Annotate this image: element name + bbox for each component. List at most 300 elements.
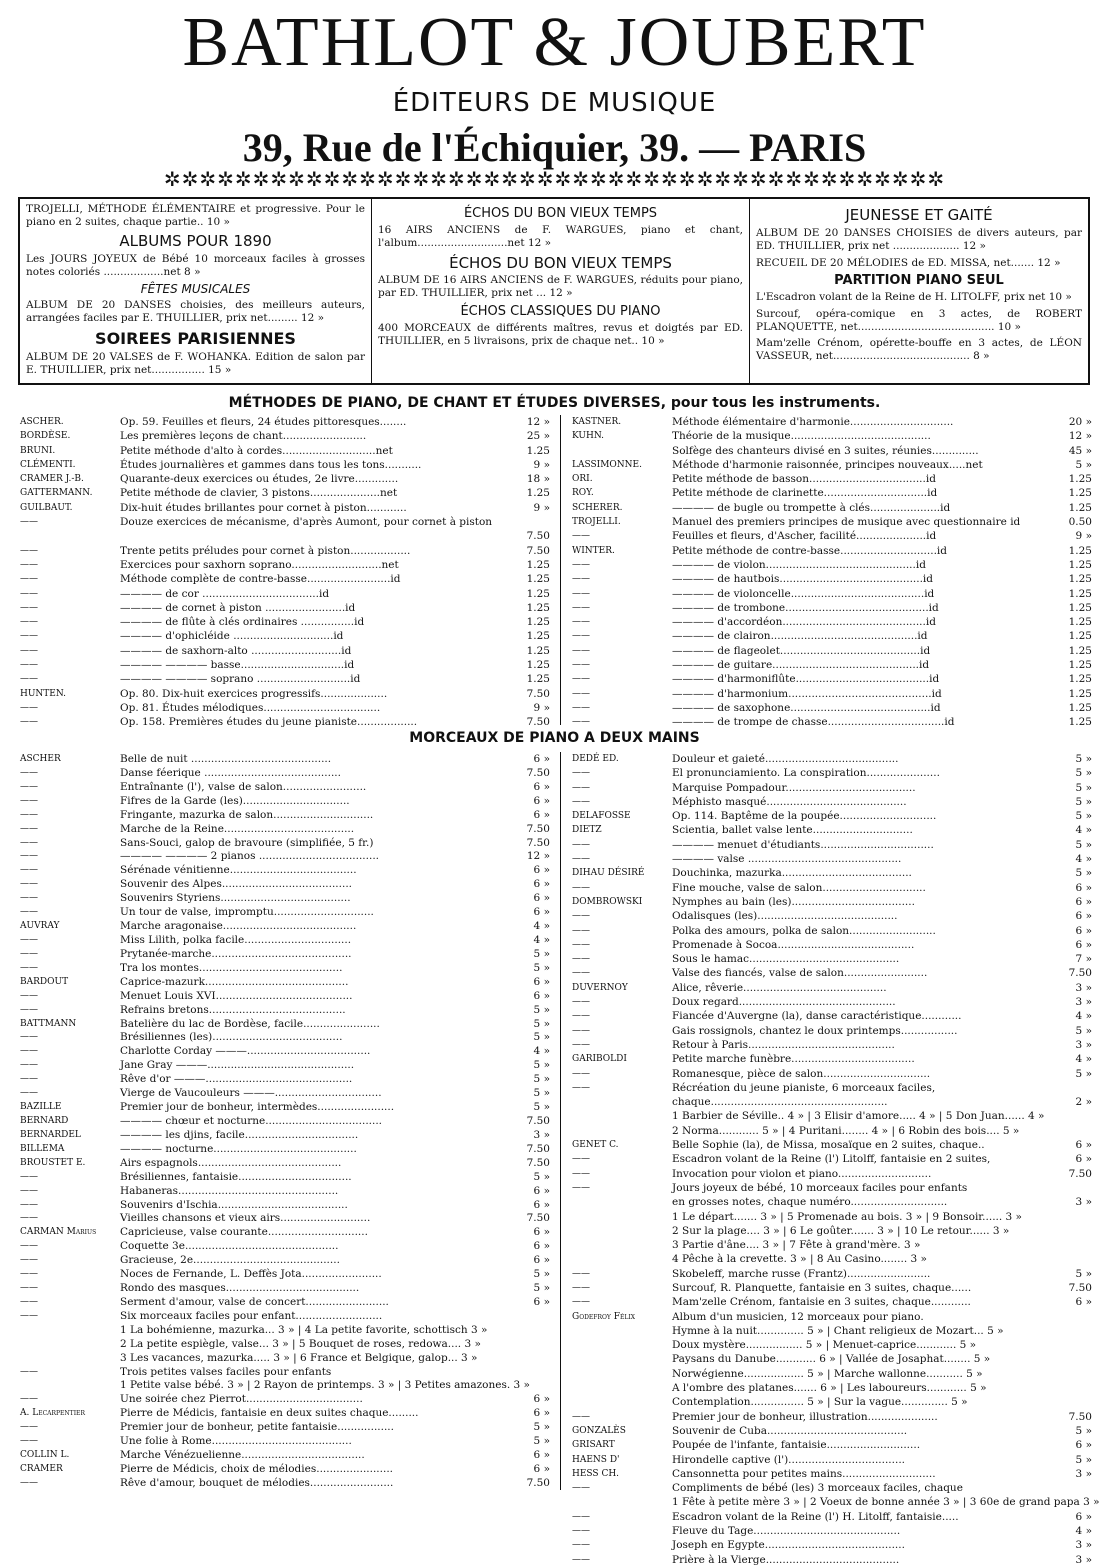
catalog-row [572,823,1092,837]
work-title: Charlotte Corday ———..................................... [120,1045,371,1058]
catalog-row [20,1281,550,1295]
composer-name: ASCHER [20,754,61,764]
catalog-row [20,933,550,947]
work-title: ———— chœur et nocturne................................... [120,1114,383,1127]
work-title: Souvenirs d'Ischia....................................... [120,1198,348,1211]
price: 4 » [1075,853,1092,866]
composer-name: —— [20,1004,38,1015]
composer-name: —— [20,517,38,528]
catalog-row [572,715,1092,729]
catalog-row [20,429,550,443]
composer-name: —— [572,1526,590,1537]
price: 6 » [1075,1139,1092,1152]
work-title: ———— de clairon............................................id [672,630,928,643]
composer-name: —— [572,1268,590,1279]
catalog-row [20,1044,550,1058]
work-title: ———— les djins, facile.................................. [120,1128,359,1141]
price: 18 » [526,473,550,486]
work-title: Promenade à Socoa......................................... [672,938,915,951]
work-title: 2 La petite espiègle, valse... 3 » | 5 Bouquet de roses, redowa.... 3 » [120,1337,481,1350]
price: 5 » [533,961,550,974]
catalog-row [20,1337,550,1351]
composer-name: —— [20,1088,38,1099]
composer-name: —— [20,851,38,862]
catalog-row [20,989,550,1003]
work-title: Op. 158. Premières études du jeune pianiste.................. [120,716,418,729]
price: 3 » [1075,1038,1092,1051]
work-title: Fine mouche, valse de salon............................... [672,881,926,894]
composer-name: DIETZ [572,825,602,836]
work-title: Op. 81. Études mélodiques................................... [120,701,381,714]
work-title: Alice, rêverie........................................... [672,981,887,994]
composer-name: —— [572,968,590,979]
composer-name: —— [572,782,590,793]
price: 25 » [526,430,550,443]
composer-name: —— [20,879,38,890]
work-title: ———— de saxophone..........................................id [672,701,941,714]
work-title: Habaneras................................................ [120,1184,339,1197]
composer-name: —— [20,1310,38,1321]
work-title: Surcouf, R. Planquette, fantaisie en 3 suites, chaque...... [672,1281,972,1294]
work-title: ———— d'ophicléide ..............................id [120,630,344,643]
catalog-row [572,458,1092,472]
composer-name: GATTERMANN. [20,488,93,499]
work-title: ———— ———— 2 pianos .................................... [120,850,379,863]
catalog-row [20,766,550,780]
work-title: Prytanée-marche.......................................... [120,947,352,960]
work-title: Théorie de la musique.......................................... [672,430,931,443]
catalog-row [572,1367,1092,1381]
work-title: Fringante, mazurka de salon.............................. [120,808,374,821]
price: 1.25 [526,630,550,643]
catalog-row [572,1438,1092,1452]
catalog-row [20,1420,550,1434]
soirees-parisiennes-entry: ALBUM DE 20 VALSES de F. WOHANKA. Edition de salon par E. THUILLIER, prix net................ 15 » [26,350,365,376]
composer-name: —— [20,1296,38,1307]
work-title: Premier jour de bonheur, illustration..................... [672,1410,938,1423]
catalog-row [572,1024,1092,1038]
price: 1.25 [526,673,550,686]
work-title: Polka des amours, polka de salon.......................... [672,924,936,937]
price: 5 » [1075,767,1092,780]
price: 1.25 [526,659,550,672]
price: 6 » [533,1407,550,1420]
catalog-row [572,866,1092,880]
work-title: ———— de saxhorn-alto ...........................id [120,644,352,657]
composer-name: GUILBAUT. [20,502,73,513]
work-title: Prière à la Vierge........................................ [672,1553,900,1566]
composer-name: DIHAU DÉSIRÉ [572,868,645,879]
price: 7.50 [1068,1167,1092,1180]
catalog-row [20,615,550,629]
work-title: en grosses notes, chaque numéro............................. [672,1196,948,1209]
catalog-row [572,809,1092,823]
composer-name: ORI. [572,474,593,485]
catalog-row [20,947,550,961]
work-title: Cansonnetta pour petites mains............................ [672,1467,936,1480]
composer-name: —— [572,768,590,779]
jeunesse-entry: ALBUM DE 20 DANSES CHOISIES de divers auteurs, par ED. THUILLIER, prix net .................... 12 » [756,226,1082,252]
composer-name: DUVERNOY [572,982,628,993]
work-title: Rêve d'or ———............................................ [120,1073,353,1086]
composer-name: —— [20,645,38,656]
catalog-row [20,1309,550,1323]
composer-name: DOMBROWSKI [572,896,643,907]
composer-name: —— [572,1168,590,1179]
composer-name: —— [572,1511,590,1522]
price: 45 » [1068,444,1092,457]
catalog-row [20,472,550,486]
price: 1.25 [526,616,550,629]
price: 1.25 [1068,558,1092,571]
catalog-row [572,472,1092,486]
work-title: ———— d'harmonium...........................................id [672,687,942,700]
work-title: Premier jour de bonheur, intermèdes....................... [120,1101,395,1114]
catalog-row [20,1142,550,1156]
catalog-row [20,629,550,643]
composer-name: —— [20,962,38,973]
work-title: 2 Norma............ 5 » | 4 Puritani........ 4 » | 6 Robin des bois.... 5 » [672,1124,1020,1137]
work-title: Joseph en Egypte.......................................... [672,1539,905,1552]
catalog-row [572,1224,1092,1238]
composer-name: A. Lecarpentier [20,1408,85,1419]
price: 6 » [1075,1153,1092,1166]
work-title: Petite méthode de clarinette...............................id [672,487,938,500]
price: 7 » [1075,953,1092,966]
work-title: ———— de cor ...................................id [120,587,330,600]
price: 1.25 [1068,673,1092,686]
price: 9 » [533,701,550,714]
catalog-row [20,444,550,458]
composer-name: CARMAN Marius [20,1227,97,1238]
price: 7.50 [526,687,550,700]
catalog-row [572,1195,1092,1209]
price: 7.50 [526,766,550,779]
composer-name: GONZALÈS [572,1425,626,1436]
work-title: Skobeleff, marche russe (Frantz)......................... [672,1267,931,1280]
ornament-divider: ✲✲✲✲✲✲✲✲✲✲✲✲✲✲✲✲✲✲✲✲✲✲✲✲✲✲✲✲✲✲✲✲✲✲✲✲✲✲✲✲✲✲✲✲ [163,167,946,191]
composer-name: —— [20,1394,38,1405]
price: 5 » [533,1059,550,1072]
catalog-row [20,1239,550,1253]
price: 7.50 [526,1476,550,1489]
price: 3 » [1075,981,1092,994]
work-title: Serment d'amour, valse de concert......................... [120,1295,389,1308]
jeunesse-heading: JEUNESSE ET GAITÉ [845,206,993,224]
work-title: Douleur et gaieté........................................ [672,753,899,765]
composer-name: —— [20,767,38,778]
composer-name: BATTMANN [20,1018,77,1029]
composer-name: KUHN. [572,431,604,442]
composer-name: —— [572,531,590,542]
catalog-row [572,1395,1092,1409]
composer-name: —— [572,1540,590,1551]
work-title: ———— de violon.............................................id [672,558,926,571]
composer-name: —— [572,688,590,699]
catalog-row [572,938,1092,952]
work-title: ———— de bugle ou trompette à clés.....................id [672,501,951,514]
price: 6 » [1075,910,1092,923]
methodes-list-right [572,415,1092,730]
composer-name: —— [20,1436,38,1447]
composer-name: —— [20,559,38,570]
price: 6 » [533,1198,550,1211]
catalog-row [572,1281,1092,1295]
price: 1.25 [1068,487,1092,500]
price: 3 » [533,1128,550,1141]
work-title: ———— de trompe de chasse...................................id [672,716,955,729]
catalog-row [572,852,1092,866]
work-title: Romanesque, pièce de salon................................ [672,1067,931,1080]
composer-name: HAENS D' [572,1454,620,1465]
work-title: Brésiliennes, fantaisie.................................. [120,1170,352,1183]
work-title: Méthode complète de contre-basse.........................id [120,573,401,586]
composer-name: —— [572,839,590,850]
catalog-row [572,486,1092,500]
composer-name: —— [572,631,590,642]
catalog-row [572,1210,1092,1224]
price: 1.25 [1068,701,1092,714]
composer-name: KASTNER. [572,417,622,427]
price: 5 » [533,1101,550,1114]
price: 6 » [533,780,550,793]
price: 6 » [533,1226,550,1239]
work-title: ———— d'harmoniflûte........................................id [672,673,940,686]
work-title: Retour à Paris............................................ [672,1038,895,1051]
price: 6 » [533,753,550,765]
work-title: ———— ———— basse...............................id [120,659,355,672]
composer-name: —— [20,1074,38,1085]
work-title: Manuel des premiers principes de musique avec questionnaire id [672,516,1021,529]
catalog-row [572,1352,1092,1366]
price: 1.25 [1068,716,1092,729]
catalog-row [20,1253,550,1267]
catalog-row [20,1462,550,1476]
catalog-row [20,877,550,891]
catalog-row [20,558,550,572]
catalog-row [572,1109,1092,1123]
composer-name: —— [20,1213,38,1224]
work-title: Invocation pour violon et piano............................ [672,1167,932,1180]
catalog-row [572,838,1092,852]
composer-name: —— [20,1032,38,1043]
composer-name: —— [20,781,38,792]
echos-entry-2: ALBUM DE 16 AIRS ANCIENS de F. WARGUES, réduits pour piano, par ED. THUILLIER, prix net ... 12 » [378,274,743,300]
catalog-row [572,752,1092,766]
composer-name: —— [20,990,38,1001]
composer-name: BORDÈSE. [20,431,71,442]
catalog-row [572,629,1092,643]
catalog-row [20,1156,550,1170]
price: 9 » [533,501,550,514]
price: 5 » [533,1282,550,1295]
price: 1.25 [1068,473,1092,486]
catalog-row [572,701,1092,715]
featured-column-1 [20,199,372,383]
work-title: Méphisto masqué.......................................... [672,795,907,808]
catalog-row [572,1252,1092,1266]
work-title: Op. 59. Feuilles et fleurs, 24 études pittoresques........ [120,416,407,428]
catalog-row [572,672,1092,686]
work-title: Les premières leçons de chant......................... [120,430,367,443]
work-title: Méthode d'harmonie raisonnée, principes nouveaux.....net [672,458,983,471]
composer-name: —— [572,1282,590,1293]
composer-name: —— [20,1477,38,1488]
catalog-row [572,1067,1092,1081]
price: 1.25 [526,587,550,600]
composer-name: —— [20,702,38,713]
composer-name: —— [20,948,38,959]
work-title: Hymne à la nuit.............. 5 » | Chant religieux de Mozart... 5 » [672,1324,1004,1337]
work-title: Escadron volant de la Reine (l') Litolff, fantaisie en 2 suites, [672,1153,991,1166]
catalog-row [572,644,1092,658]
price: 5 » [1075,1067,1092,1080]
price: 7.50 [526,1156,550,1169]
work-title: Album d'un musicien, 12 morceaux pour piano. [672,1310,924,1323]
price: 6 » [533,878,550,891]
composer-name: —— [20,1199,38,1210]
catalog-row [20,1392,550,1406]
composer-name: Godefroy Félix [572,1311,635,1322]
catalog-row [572,1052,1092,1066]
composer-name: —— [20,602,38,613]
work-title: Feuilles et fleurs, d'Ascher, facilité.....................id [672,530,937,543]
work-title: Tra los montes........................................... [120,961,343,974]
composer-name: —— [572,617,590,628]
work-title: Jane Gray ———............................................ [120,1059,355,1072]
price: 5 » [533,1073,550,1086]
composer-name: BRUNI. [20,445,56,456]
work-title: Danse féerique ......................................... [120,766,341,779]
composer-name: CRAMER J.-B. [20,474,84,485]
work-title: Petite marche funèbre..................................... [672,1053,915,1066]
catalog-row [572,544,1092,558]
catalog-row [20,687,550,701]
price: 3 » [1075,996,1092,1009]
catalog-row [20,836,550,850]
price: 6 » [533,1240,550,1253]
work-title: Op. 114. Baptême de la poupée............................. [672,810,937,823]
catalog-row [20,849,550,863]
catalog-row [572,558,1092,572]
composer-name: DEDÉ ED. [572,754,619,764]
catalog-row [20,415,550,429]
price: 1.25 [526,644,550,657]
work-title: A l'ombre des platanes....... 6 » | Les laboureurs............ 5 » [672,1382,987,1395]
work-title: ———— de cornet à piston ........................id [120,601,356,614]
work-title: Souvenir des Alpes....................................... [120,878,352,891]
price: 4 » [1075,1010,1092,1023]
work-title: Souvenirs Styriens....................................... [120,892,351,905]
catalog-row [20,572,550,586]
catalog-row [20,1225,550,1239]
catalog-row [20,1030,550,1044]
catalog-row [572,415,1092,429]
price: 6 » [533,1449,550,1462]
work-title: Menuet Louis XVI......................................... [120,989,353,1002]
composer-name: GARIBOLDI [572,1054,627,1065]
composer-name: —— [572,574,590,585]
catalog-row [572,1338,1092,1352]
work-title: Solfège des chanteurs divisé en 3 suites, réunies.............. [672,444,979,457]
catalog-row [572,1495,1100,1509]
section-morceaux-heading: MORCEAUX DE PIANO A DEUX MAINS [409,730,700,746]
price: 6 » [533,975,550,988]
catalog-row [572,981,1092,995]
echos-classiques-entry: 400 MORCEAUX de différents maîtres, revus et doigtés par ED. THUILLIER, en 5 livraisons, prix de chaque net.. 10 » [378,321,743,347]
price: 6 » [533,1254,550,1267]
catalog-row [572,1295,1092,1309]
catalog-row [20,1086,550,1100]
composer-name: —— [20,1060,38,1071]
catalog-row [20,1434,550,1448]
work-title: Une soirée chez Pierrot................................... [120,1393,363,1406]
catalog-row [572,966,1092,980]
catalog-row [20,544,550,558]
work-title: Batelière du lac de Bordèse, facile....................... [120,1017,380,1030]
price: 6 » [533,906,550,919]
catalog-row [572,587,1092,601]
catalog-row [20,822,550,836]
composer-name: —— [20,617,38,628]
work-title: Vierge de Vaucouleurs ———................................ [120,1087,382,1100]
price: 1.25 [1068,630,1092,643]
composer-name: —— [572,1039,590,1050]
composer-name: —— [572,925,590,936]
catalog-row [20,458,550,472]
work-title: 1 Le départ....... 3 » | 5 Promenade au bois. 3 » | 9 Bonsoir...... 3 » [672,1210,1022,1223]
catalog-row [20,1114,550,1128]
catalog-row [572,1138,1092,1152]
price: 6 » [1075,1439,1092,1452]
work-title: Dix-huit études brillantes pour cornet à piston............ [120,501,407,514]
catalog-row [20,863,550,877]
catalog-row [20,501,550,515]
price: 6 » [1075,938,1092,951]
catalog-row [20,587,550,601]
price: 20 » [1068,416,1092,428]
work-title: ———— d'accordéon...........................................id [672,616,936,629]
column-divider [560,415,561,725]
work-title: Trois petites valses faciles pour enfants [120,1365,332,1378]
catalog-row [572,1410,1092,1424]
composer-name: —— [572,1154,590,1165]
catalog-row [572,995,1092,1009]
composer-name: —— [572,1483,590,1494]
work-title: Capricieuse, valse courante.............................. [120,1226,368,1239]
price: 12 » [526,416,550,428]
work-title: Pierre de Médicis, choix de mélodies....................... [120,1463,393,1476]
price: 7.50 [526,716,550,729]
composer-name: —— [20,660,38,671]
work-title: Gracieuse, 2e............................................ [120,1254,340,1267]
catalog-row [20,644,550,658]
catalog-row [20,1323,550,1337]
catalog-row [20,891,550,905]
composer-name: —— [20,837,38,848]
catalog-row [20,1351,550,1365]
price: 1.25 [1068,644,1092,657]
catalog-row [20,486,550,500]
catalog-row [572,1481,1092,1495]
work-title: ———— de guitare............................................id [672,659,930,672]
work-title: Méthode élémentaire d'harmonie............................... [672,416,954,428]
composer-name: —— [20,588,38,599]
catalog-row [572,1310,1092,1324]
catalog-row [572,1167,1092,1181]
composer-name: —— [572,1068,590,1079]
catalog-row [20,715,550,729]
